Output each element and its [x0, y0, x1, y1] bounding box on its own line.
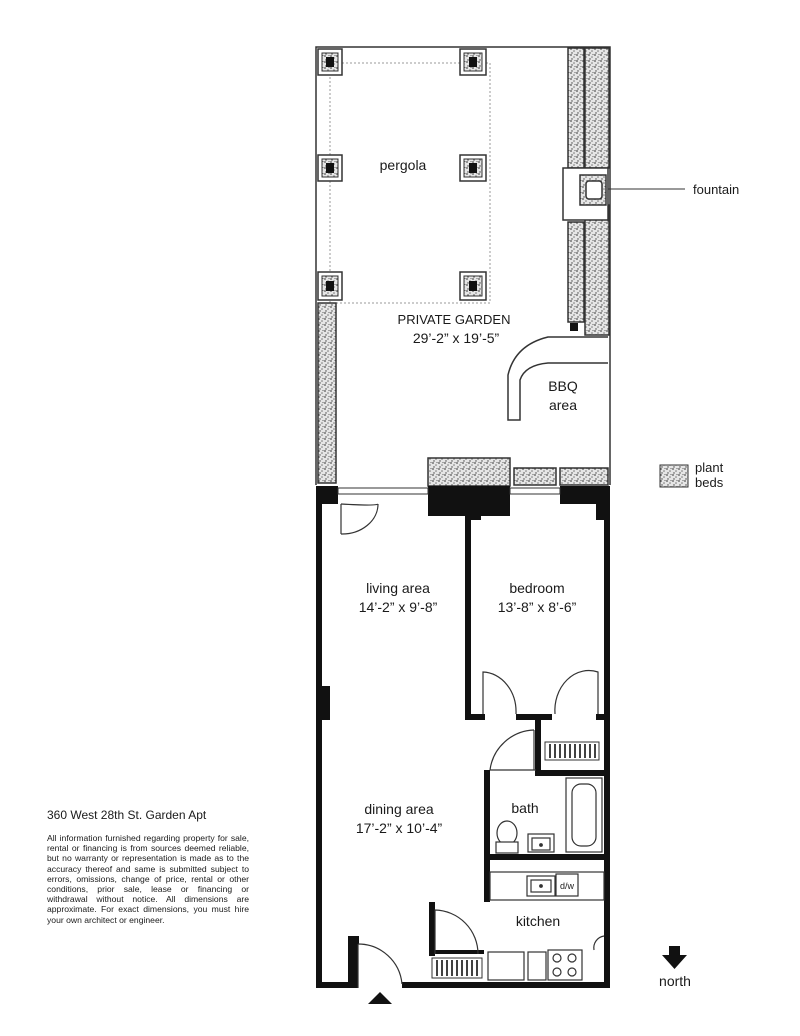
kitchen-base-cabinets [488, 952, 546, 980]
dishwasher-label: d/w [559, 881, 575, 891]
plant-beds [318, 48, 609, 486]
bedroom-doors [483, 671, 598, 714]
north-arrow-icon [662, 946, 687, 969]
garden-door [341, 504, 378, 534]
bbq-label-line2: area [548, 397, 578, 413]
kitchen-corner-arc [594, 936, 604, 950]
kitchen-sink [527, 876, 555, 896]
pergola-frame [330, 63, 490, 303]
legend-plant-line1: plant [695, 460, 724, 475]
dining-area-name: dining area [364, 801, 434, 817]
bath-sink [528, 834, 554, 852]
bbq-label-line1: BBQ [548, 378, 578, 394]
bedroom-name: bedroom [509, 580, 565, 596]
garden-dims: 29’-2” x 19’-5” [412, 330, 500, 346]
bath-name: bath [511, 800, 539, 816]
living-area-name: living area [366, 580, 430, 596]
bath-door [490, 730, 536, 770]
kitchen-door [435, 910, 478, 954]
kitchen-name: kitchen [515, 913, 561, 929]
fountain-label: fountain [693, 182, 740, 197]
legend-plant-line2: beds [695, 475, 724, 490]
garden-name: PRIVATE GARDEN [397, 312, 511, 327]
fountain [563, 168, 608, 220]
pergola-label: pergola [379, 157, 427, 173]
living-area-dims: 14’-2” x 9’-8” [358, 599, 438, 615]
listing-disclaimer: All information furnished regarding property for sale, rental or financing is from sources deemed reliable, but no warranty or representation is made as to the accuracy thereof and same is submitted subject to errors, omissions, change of price, rental or other conditions, prior sale, lease or financing or withdrawal without notice. All dimensions are approximate. For exact dimensions, you must hire your own architect or engineer. [47, 833, 249, 925]
bedroom-dims: 13’-8” x 8’-6” [497, 599, 577, 615]
entry-arrow [368, 992, 392, 1004]
dining-area-dims: 17’-2” x 10’-4” [355, 820, 443, 836]
drain-marker [570, 323, 578, 331]
bathtub [566, 778, 602, 852]
north-label: north [659, 973, 691, 989]
closet-rack-bedroom [545, 742, 599, 760]
garden-outline [316, 47, 610, 485]
toilet [496, 821, 518, 853]
apartment-walls [316, 486, 610, 988]
closet-rack-kitchen [432, 958, 482, 978]
pergola-posts [318, 49, 486, 300]
entry-door [358, 944, 402, 988]
listing-title: 360 West 28th St. Garden Apt [47, 808, 207, 822]
stove [548, 950, 582, 980]
plant-beds-legend-swatch [660, 465, 688, 487]
